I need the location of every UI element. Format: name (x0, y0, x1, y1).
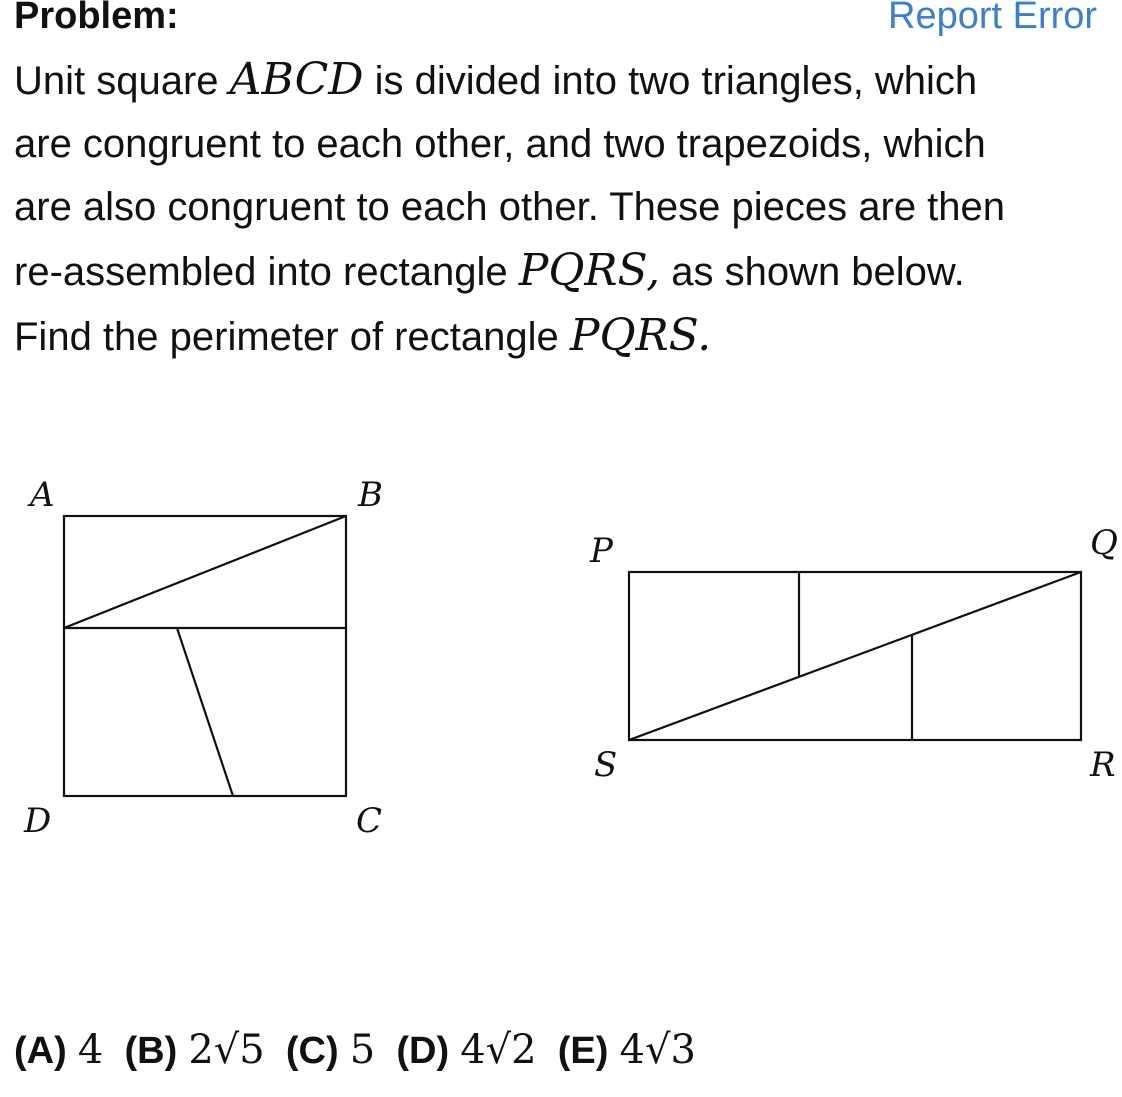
problem-line-5 (14, 304, 1122, 369)
problem-text-segment: Find the perimeter of rectangle (14, 315, 570, 359)
answer-choice-a[interactable] (14, 1028, 113, 1072)
problem-text-segment: as shown below. (660, 250, 965, 294)
answer-value: 2√5 (188, 1027, 265, 1073)
answer-value: 4 (77, 1027, 104, 1073)
answer-letter: (C) (285, 1030, 339, 1072)
label-b: B (358, 475, 383, 515)
problem-text-segment: is divided into two triangles, which (363, 59, 978, 103)
label-r: R (1090, 745, 1116, 785)
answer-value: 4√2 (460, 1027, 537, 1073)
answer-letter: (A) (14, 1030, 67, 1072)
geometry-figures (0, 460, 1122, 860)
answer-choice-e[interactable] (558, 1028, 706, 1072)
report-error-link[interactable]: Report Error (888, 0, 1098, 37)
answer-value: 4√3 (619, 1027, 696, 1073)
label-c: C (356, 801, 383, 841)
answer-choice-c[interactable] (286, 1028, 385, 1072)
header-bar (0, 0, 1122, 40)
answer-choice-b[interactable] (124, 1028, 274, 1072)
square-outline (64, 516, 346, 796)
answer-letter: (E) (557, 1030, 609, 1072)
problem-line-1 (14, 48, 1122, 113)
answer-choices (14, 1020, 706, 1084)
label-d: D (24, 801, 52, 841)
math-pqrs: PQRS, (518, 245, 661, 296)
problem-text-segment: Unit square (14, 59, 230, 103)
answer-choice-d[interactable] (396, 1028, 546, 1072)
square-figure (64, 516, 346, 796)
rectangle-figure (629, 572, 1081, 740)
answer-letter: (D) (396, 1030, 450, 1072)
problem-line-4 (14, 239, 1122, 304)
problem-line-3: are also congruent to each other. These pieces are then (14, 185, 1006, 229)
square-slanted-cut (177, 628, 233, 796)
square-diagonal-cut (64, 516, 346, 628)
answer-value: 5 (349, 1027, 376, 1073)
label-s: S (594, 745, 618, 785)
answer-letter: (B) (124, 1030, 178, 1072)
problem-heading: Problem: (14, 0, 179, 37)
rectangle-diagonal-cut (629, 572, 1081, 740)
label-a: A (30, 475, 55, 515)
label-p: P (590, 531, 613, 571)
math-pqrs: PQRS. (569, 310, 712, 361)
problem-statement (14, 48, 1122, 369)
math-abcd: ABCD (229, 54, 364, 105)
problem-text-segment: re-assembled into rectangle (14, 250, 519, 294)
problem-line-2: are congruent to each other, and two trapezoids, which (14, 122, 986, 166)
label-q: Q (1090, 523, 1118, 563)
